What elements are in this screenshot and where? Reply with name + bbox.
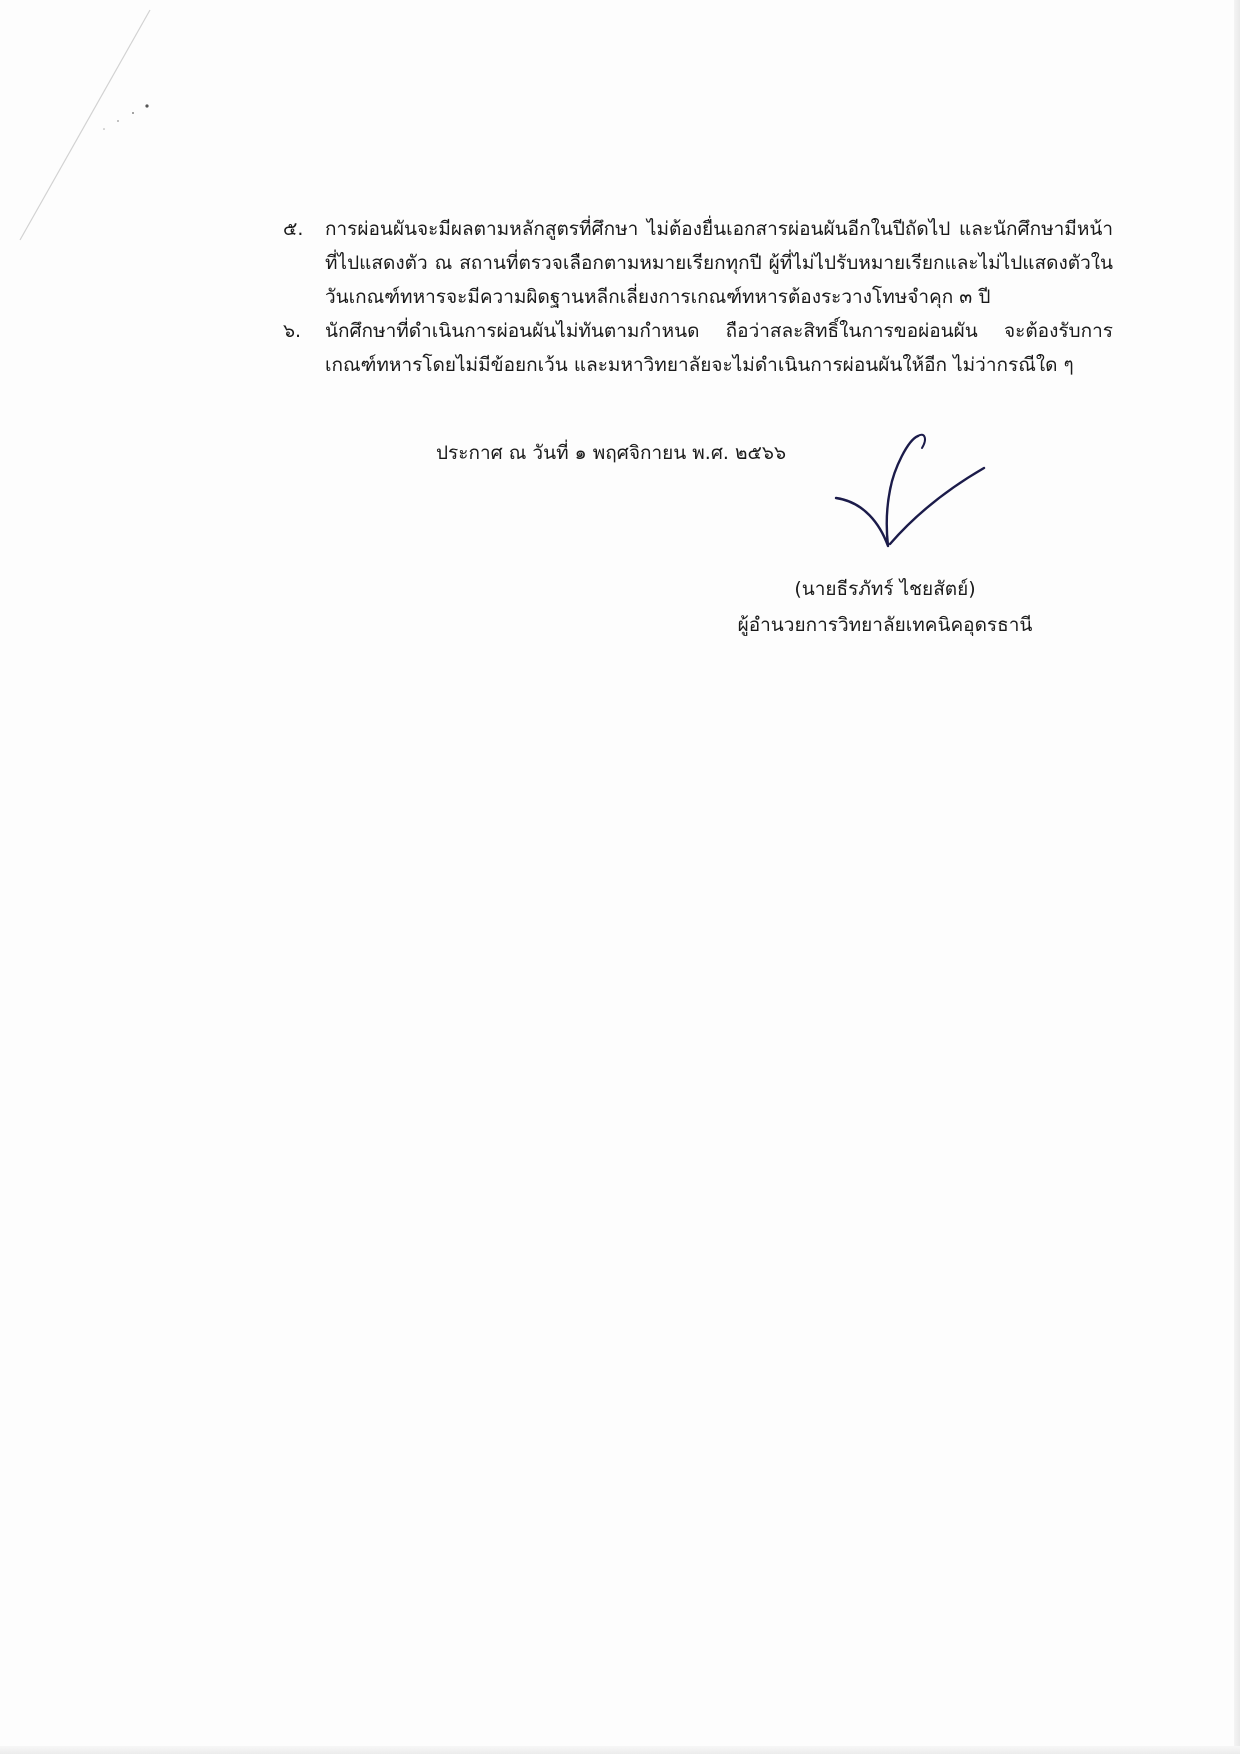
conditions-list [283, 212, 1113, 382]
list-item-text: นักศึกษาที่ดำเนินการผ่อนผันไม่ทันตามกำหนด ถือว่าสละสิทธิ์ในการขอผ่อนผัน จะต้องรับการเกณฑ์ทหารโดยไม่มีข้อยกเว้น และมหาวิทยาลัยจะไม่ดำเนินการผ่อนผันให้อีก ไม่ว่ากรณีใด ๆ [325, 320, 1113, 376]
list-item-number: ๕. [283, 218, 304, 240]
list-item [283, 314, 1113, 382]
list-item-text: การผ่อนผันจะมีผลตามหลักสูตรที่ศึกษา ไม่ต้องยื่นเอกสารผ่อนผันอีกในปีถัดไป และนักศึกษามีหน้าที่ไปแสดงตัว ณ สถานที่ตรวจเลือกตามหมายเรียกทุกปี ผู้ที่ไม่ไปรับหมายเรียกและไม่ไปแสดงตัวในวันเกณฑ์ทหารจะมีความผิดฐานหลีกเลี่ยงการเกณฑ์ทหารต้องระวางโทษจำคุก ๓ ปี [325, 218, 1113, 308]
list-item-number: ๖. [283, 320, 302, 342]
handwritten-signature [820, 428, 990, 558]
announcement-date: ประกาศ ณ วันที่ ๑ พฤศจิกายน พ.ศ. ๒๕๖๖ [436, 442, 787, 464]
list-item [283, 212, 1113, 314]
scan-edge-bottom [0, 1746, 1240, 1754]
scan-artifact-mark [0, 0, 200, 260]
signer-title: ผู้อำนวยการวิทยาลัยเทคนิคอุดรธานี [737, 614, 1033, 636]
signer-name: (นายธีรภัทร์ ไชยสัตย์) [794, 578, 976, 600]
scan-edge-right [1234, 0, 1240, 1754]
